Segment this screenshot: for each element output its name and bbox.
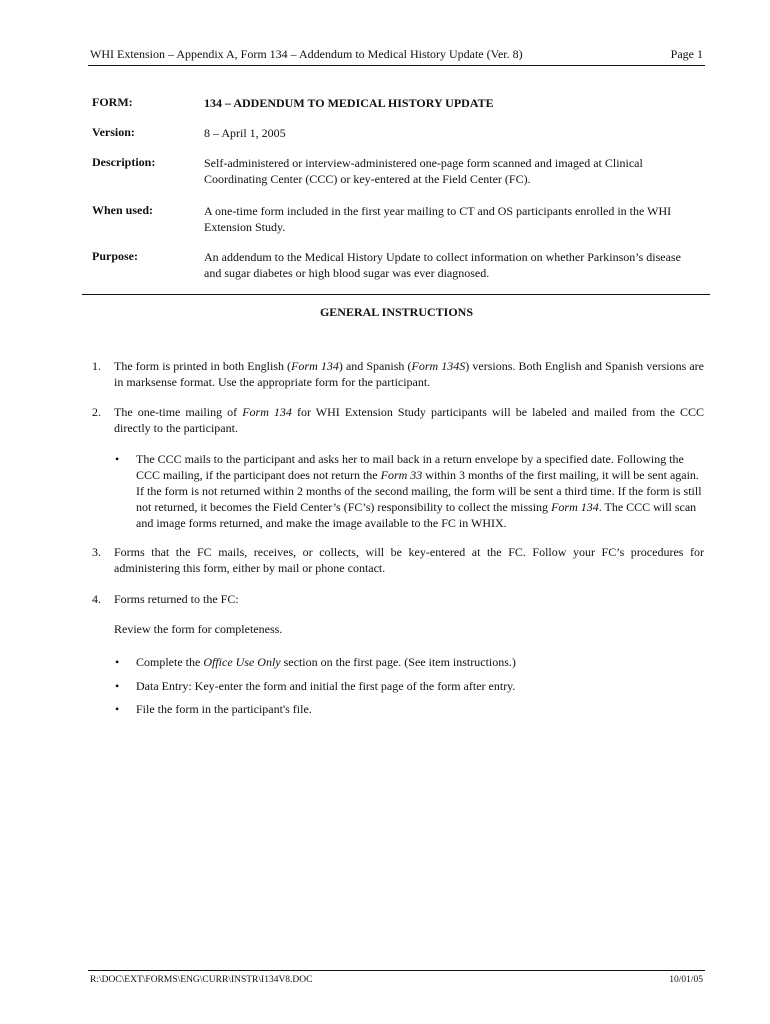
page-header: [88, 47, 705, 66]
bullet-dot: •: [115, 679, 120, 693]
instruction-item-2: [92, 404, 704, 436]
bullet-office-use-text: [136, 654, 705, 670]
instruction-item-4: [92, 591, 704, 607]
page-footer: [88, 970, 705, 987]
item-1-number: 1.: [92, 359, 101, 373]
description-value: Self-administered or interview-administered one-page form scanned and imaged at Clinical Coordinating Center (CCC) or key-entered at the Field Center (FC).: [204, 156, 643, 186]
bullet-2-text-a: Complete the: [136, 655, 204, 669]
item-2-text-a: The one-time mailing of: [114, 405, 243, 419]
item-1-spanish-form-ref: Form 134S: [411, 359, 466, 373]
item-3-text: Forms that the FC mails, receives, or collects, will be key-entered at the FC. Follow your FC’s procedures for administering this form, either by mail or phone contact.: [114, 545, 704, 575]
section-divider: [82, 294, 710, 295]
bullet-office-use: [115, 654, 705, 670]
bullet-dot: •: [115, 452, 120, 466]
bullet-1-form-33-ref: Form 33: [380, 468, 423, 482]
bullet-1-text-e: . The CCC will scan and image forms returned, and make the image available to the FC in WHIX.: [136, 500, 697, 530]
bullet-dot: •: [115, 702, 120, 716]
item-1-text-e: ) versions. Both English and Spanish versions are in marksense format. Use the appropriate form for the participant.: [114, 359, 705, 389]
bullet-1-form-134-ref: Form 134: [551, 500, 599, 514]
bullet-data-entry-text: Data Entry: Key-enter the form and initial the first page of the form after entry.: [136, 679, 516, 693]
bullet-data-entry: [115, 678, 705, 694]
bullet-1-text-a: The CCC mails to the participant and asks her to mail back in a return envelope by a specified date. Following the CCC mailing, if the participant does not return the: [136, 452, 684, 482]
when-used-value: A one-time form included in the first year mailing to CT and OS participants enrolled in the WHI Extension Study.: [204, 204, 672, 234]
bullet-2-text-c: section on the first page. (See item instructions.): [280, 655, 516, 669]
instruction-item-1: [92, 358, 704, 390]
office-use-only-ref: Office Use Only: [203, 655, 281, 669]
item-1-text: [114, 358, 704, 390]
item-1-text-a: The form is printed in both English (: [114, 359, 292, 373]
bullet-1-text-c: within 3 months of the first mailing, it will be sent again. If the form is not returned within 2 months of the second mailing, the form will be sent a third time. If the form is still not returned, it becomes the Field Center’s (FC’s) responsibility to collect the missing: [136, 468, 702, 514]
item-2-form-ref: Form 134: [242, 405, 292, 419]
version-label: Version:: [92, 125, 135, 139]
instruction-item-3: [92, 544, 704, 576]
item-2-number: 2.: [92, 405, 101, 419]
purpose-value: An addendum to the Medical History Update to collect information on whether Parkinson’s disease and sugar diabetes or high blood sugar was ever diagnosed.: [204, 250, 681, 280]
header-title: WHI Extension – Appendix A, Form 134 – Addendum to Medical History Update (Ver. 8): [90, 47, 523, 61]
bullet-ccc-mailing-text: [136, 451, 705, 531]
bullet-file-form: [115, 701, 705, 717]
item-1-form-ref: Form 134: [291, 359, 339, 373]
form-value: 134 – ADDENDUM TO MEDICAL HISTORY UPDATE: [204, 96, 494, 110]
item-1-text-c: ) and Spanish (: [338, 359, 412, 373]
item-3-number: 3.: [92, 545, 101, 559]
version-value: 8 – April 1, 2005: [204, 126, 286, 140]
item-4-text: Forms returned to the FC:: [114, 592, 239, 606]
general-instructions-heading: GENERAL INSTRUCTIONS: [319, 305, 474, 319]
page-number: Page 1: [670, 47, 703, 61]
description-label: Description:: [92, 155, 156, 169]
when-used-label: When used:: [92, 203, 154, 217]
bullet-dot: •: [115, 655, 120, 669]
footer-file-path: R:\DOC\EXT\FORMS\ENG\CURR\INSTR\I134V8.DOC: [90, 975, 313, 985]
item-2-text-c: for WHI Extension Study participants will be labeled and mailed from the CCC directly to the participant.: [114, 405, 704, 435]
purpose-label: Purpose:: [92, 249, 138, 263]
footer-date: 10/01/05: [669, 975, 703, 985]
bullet-file-form-text: File the form in the participant's file.: [136, 702, 312, 716]
form-label: FORM:: [92, 95, 133, 109]
review-note: Review the form for completeness.: [114, 622, 283, 636]
bullet-ccc-mailing: [115, 451, 705, 531]
item-2-text: [114, 404, 704, 436]
item-4-number: 4.: [92, 592, 101, 606]
